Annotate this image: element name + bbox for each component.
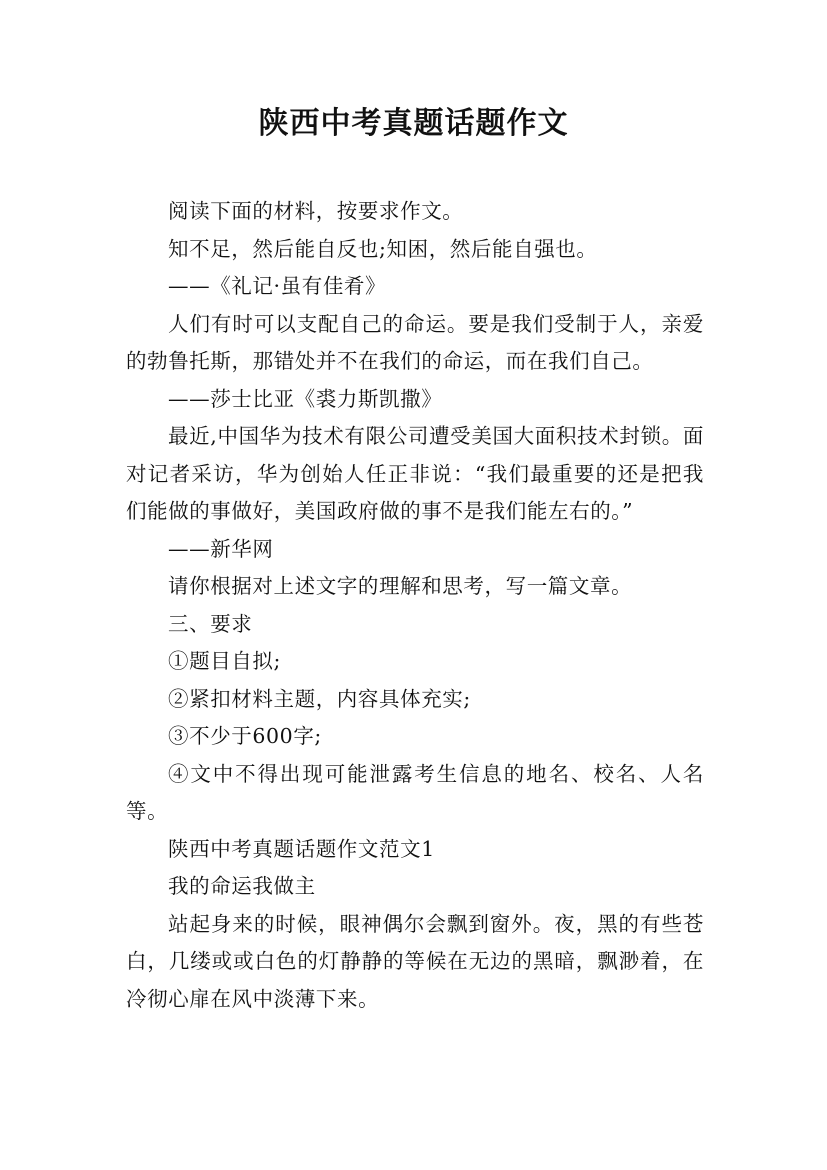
paragraph-task: 请你根据对上述文字的理解和思考，写一篇文章。 xyxy=(168,574,633,598)
sample-essay-heading: 陕西中考真题话题作文范文1 xyxy=(168,836,435,861)
requirement-item-2: ②紧扣材料主题，内容具体充实; xyxy=(168,686,471,711)
document-body xyxy=(126,193,704,1018)
document-title: 陕西中考真题话题作文 xyxy=(258,106,569,141)
sample-essay-title: 我的命运我做主 xyxy=(168,874,316,898)
paragraph-source-2: ——莎士比亚《裘力斯凯撒》 xyxy=(168,386,443,411)
requirement-item-3: ③不少于600字; xyxy=(168,724,322,748)
paragraph-quote-1: 知不足，然后能自反也;知困，然后能自强也。 xyxy=(168,236,598,261)
requirement-item-4: ④文中不得出现可能泄露考生信息的地名、校名、人名等。 xyxy=(126,761,704,823)
paragraph-instruction: 阅读下面的材料，按要求作文。 xyxy=(168,199,464,223)
paragraph-quote-3: 最近,中国华为技术有限公司遭受美国大面积技术封锁。面对记者采访，华为创始人任正非说：“我们最重要的还是把我们能做的事做好，美国政府做的事不是我们能左右的。” xyxy=(126,424,704,523)
paragraph-quote-2: 人们有时可以支配自己的命运。要是我们受制于人，亲爱的勃鲁托斯，那错处并不在我们的命运，而在我们自己。 xyxy=(126,311,704,373)
sample-essay-paragraph: 站起身来的时候，眼神偶尔会飘到窗外。夜，黑的有些苍白，几缕或或白色的灯静静的等候在无边的黑暗，飘渺着，在冷彻心扉在风中淡薄下来。 xyxy=(126,911,704,1011)
paragraph-source-3: ——新华网 xyxy=(168,536,274,561)
paragraph-source-1: ——《礼记·虽有佳肴》 xyxy=(168,274,387,298)
requirement-item-1: ①题目自拟; xyxy=(168,649,282,673)
paragraph-requirements-heading: 三、要求 xyxy=(168,611,253,636)
